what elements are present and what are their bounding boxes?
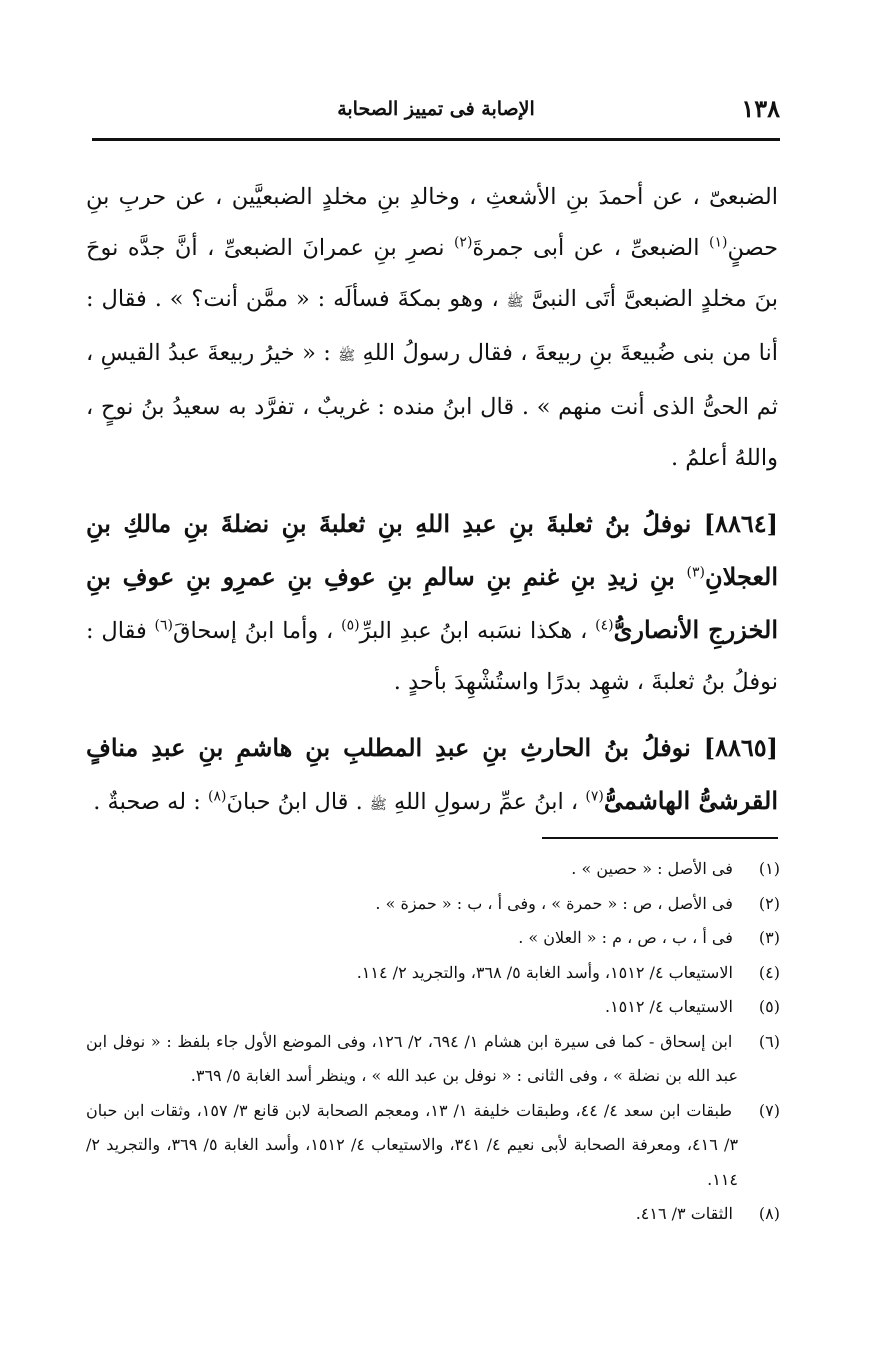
- footnote-item: [86, 921, 780, 956]
- footnote-text: الاستيعاب ٤/ ١٥١٢.: [604, 997, 733, 1016]
- footnote-number: (٦): [758, 1031, 780, 1051]
- footnote-number: (١): [758, 859, 780, 878]
- footnote-ref-1: (١): [708, 234, 728, 251]
- footnote-separator: [542, 837, 778, 839]
- text-run: ، هكذا نسَبه ابنُ عبدِ البرِّ: [359, 618, 596, 644]
- footnote-text: الاستيعاب ٤/ ١٥١٢، وأسد الغابة ٥/ ٣٦٨، والتجريد ٢/ ١١٤.: [356, 962, 733, 982]
- paragraph-1: [86, 172, 778, 484]
- page-number: ١٣٨: [741, 94, 780, 123]
- footnote-ref-3: (٣): [686, 564, 705, 581]
- salutation-glyph: ﷺ: [338, 348, 356, 364]
- text-run: ، وأما ابنُ إسحاقَ: [173, 618, 342, 644]
- running-title: الإصابة فى تمييز الصحابة: [337, 98, 535, 120]
- text-run: ، ابنُ عمِّ رسولِ اللهِ: [386, 789, 586, 815]
- footnote-item: [86, 1094, 780, 1198]
- footnote-text: الثقات ٣/ ٤١٦.: [635, 1204, 733, 1223]
- footnote-ref-8: (٨): [207, 788, 227, 805]
- footnote-text: فى الأصل : « حصين » .: [571, 859, 733, 878]
- entry-8865: [86, 722, 778, 831]
- footnote-ref-4: (٤): [595, 617, 614, 634]
- page-header: [92, 90, 780, 130]
- footnote-text: طبقات ابن سعد ٤/ ٤٤، وطبقات خليفة ١/ ١٣، ومعجم الصحابة لابن قانع ٣/ ١٥٧، وثقات ابن حبان ٣/ ٤١٦، ومعرفة الصحابة لأبى نعيم ٤/ ٣٤١، والاستيعاب ٤/ ١٥١٢، وأسد الغابة ٥/ ٣٦٩، والتجريد ٢/ ١١٤.: [86, 1100, 739, 1189]
- footnote-item: [86, 1025, 780, 1094]
- entry-title: [٨٨٦٥] نوفلُ بنُ الحارثِ بنِ عبدِ المطلبِ بنِ هاشمِ بنِ عبدِ منافٍ القرشىُّ الهاشمىُّ: [86, 733, 778, 815]
- footnote-item: [86, 956, 780, 991]
- salutation-glyph: ﷺ: [506, 294, 524, 310]
- footnote-item: [86, 852, 780, 887]
- main-text: [86, 172, 778, 845]
- footnote-number: (٤): [758, 962, 780, 982]
- footnote-ref-6: (٦): [154, 617, 173, 634]
- footnote-ref-2: (٢): [453, 234, 473, 251]
- salutation-glyph: ﷺ: [369, 797, 387, 813]
- footnote-item: [86, 990, 780, 1025]
- footnote-number: (٧): [758, 1100, 781, 1120]
- text-run: فقال : نوفلُ بنُ ثعلبةَ ، شهِد بدرًا واستُشْهِدَ بأحدٍ .: [86, 618, 778, 695]
- text-run: . قال ابنُ حبانَ: [226, 789, 370, 815]
- text-run: نصرِ بنِ عمرانَ الضبعىِّ ، أنَّ جدَّه نوحَ بنَ مخلدٍ الضبعىَّ أتَى النبىَّ: [86, 235, 778, 312]
- header-rule: [92, 138, 780, 141]
- footnote-item: [86, 1197, 780, 1232]
- footnote-number: (٥): [758, 997, 780, 1016]
- text-run: : « خيرُ ربيعةَ عبدُ القيسِ ، ثم الحىُّ الذى أنت منهم » . قال ابنُ منده : غريبٌ ، تفرَّد به سعيدُ بنُ نوحٍ ، واللهُ أعلمُ .: [86, 340, 778, 471]
- footnote-item: [86, 887, 780, 922]
- text-run: ، وهو بمكةَ فسألَه : « ممَّن أنت؟ » . فقال : أنا من بنى ضُبيعةَ بنِ ربيعةَ ، فقال رسولُ اللهِ: [86, 286, 778, 366]
- text-run: : له صحبةٌ .: [93, 789, 208, 815]
- footnote-number: (٢): [758, 893, 780, 913]
- footnote-ref-5: (٥): [341, 617, 360, 634]
- footnote-text: فى الأصل ، ص : « حمرة » ، وفى أ ، ب : « حمزة » .: [375, 893, 733, 913]
- entry-title-cont: بنِ زيدِ بنِ غنمِ بنِ سالمِ بنِ عوفِ بنِ عمرِو بنِ عوفِ بنِ الخزرجِ الأنصارىُّ: [86, 562, 778, 644]
- footnote-number: (٨): [758, 1204, 780, 1223]
- footnotes: [86, 852, 780, 1232]
- text-run: الضبعىِّ ، عن أبى جمرةَ: [472, 235, 709, 261]
- footnote-ref-7: (٧): [585, 788, 604, 805]
- entry-title: [٨٨٦٤] نوفلُ بنُ ثعلبةَ بنِ عبدِ اللهِ بنِ ثعلبةَ بنِ نضلةَ بنِ مالكِ بنِ العجلانِ: [86, 509, 778, 591]
- footnote-text: فى أ ، ب ، ص ، م : « العلان » .: [518, 928, 733, 947]
- footnote-text: ابن إسحاق - كما فى سيرة ابن هشام ١/ ٦٩٤، ٢/ ١٢٦، وفى الموضع الأول جاء بلفظ : « نوفل ابن عبد الله بن نضلة » ، وفى الثانى : « نوفل بن عبد الله » ، وينظر أسد الغابة ٥/ ٣٦٩.: [86, 1031, 738, 1085]
- entry-8864: [86, 498, 778, 708]
- text-run: الضبعىّ ، عن أحمدَ بنِ الأشعثِ ، وخالدِ بنِ مخلدٍ الضبعيَّين ، عن حربِ بنِ حصنٍ: [86, 184, 779, 261]
- footnote-number: (٣): [758, 928, 780, 947]
